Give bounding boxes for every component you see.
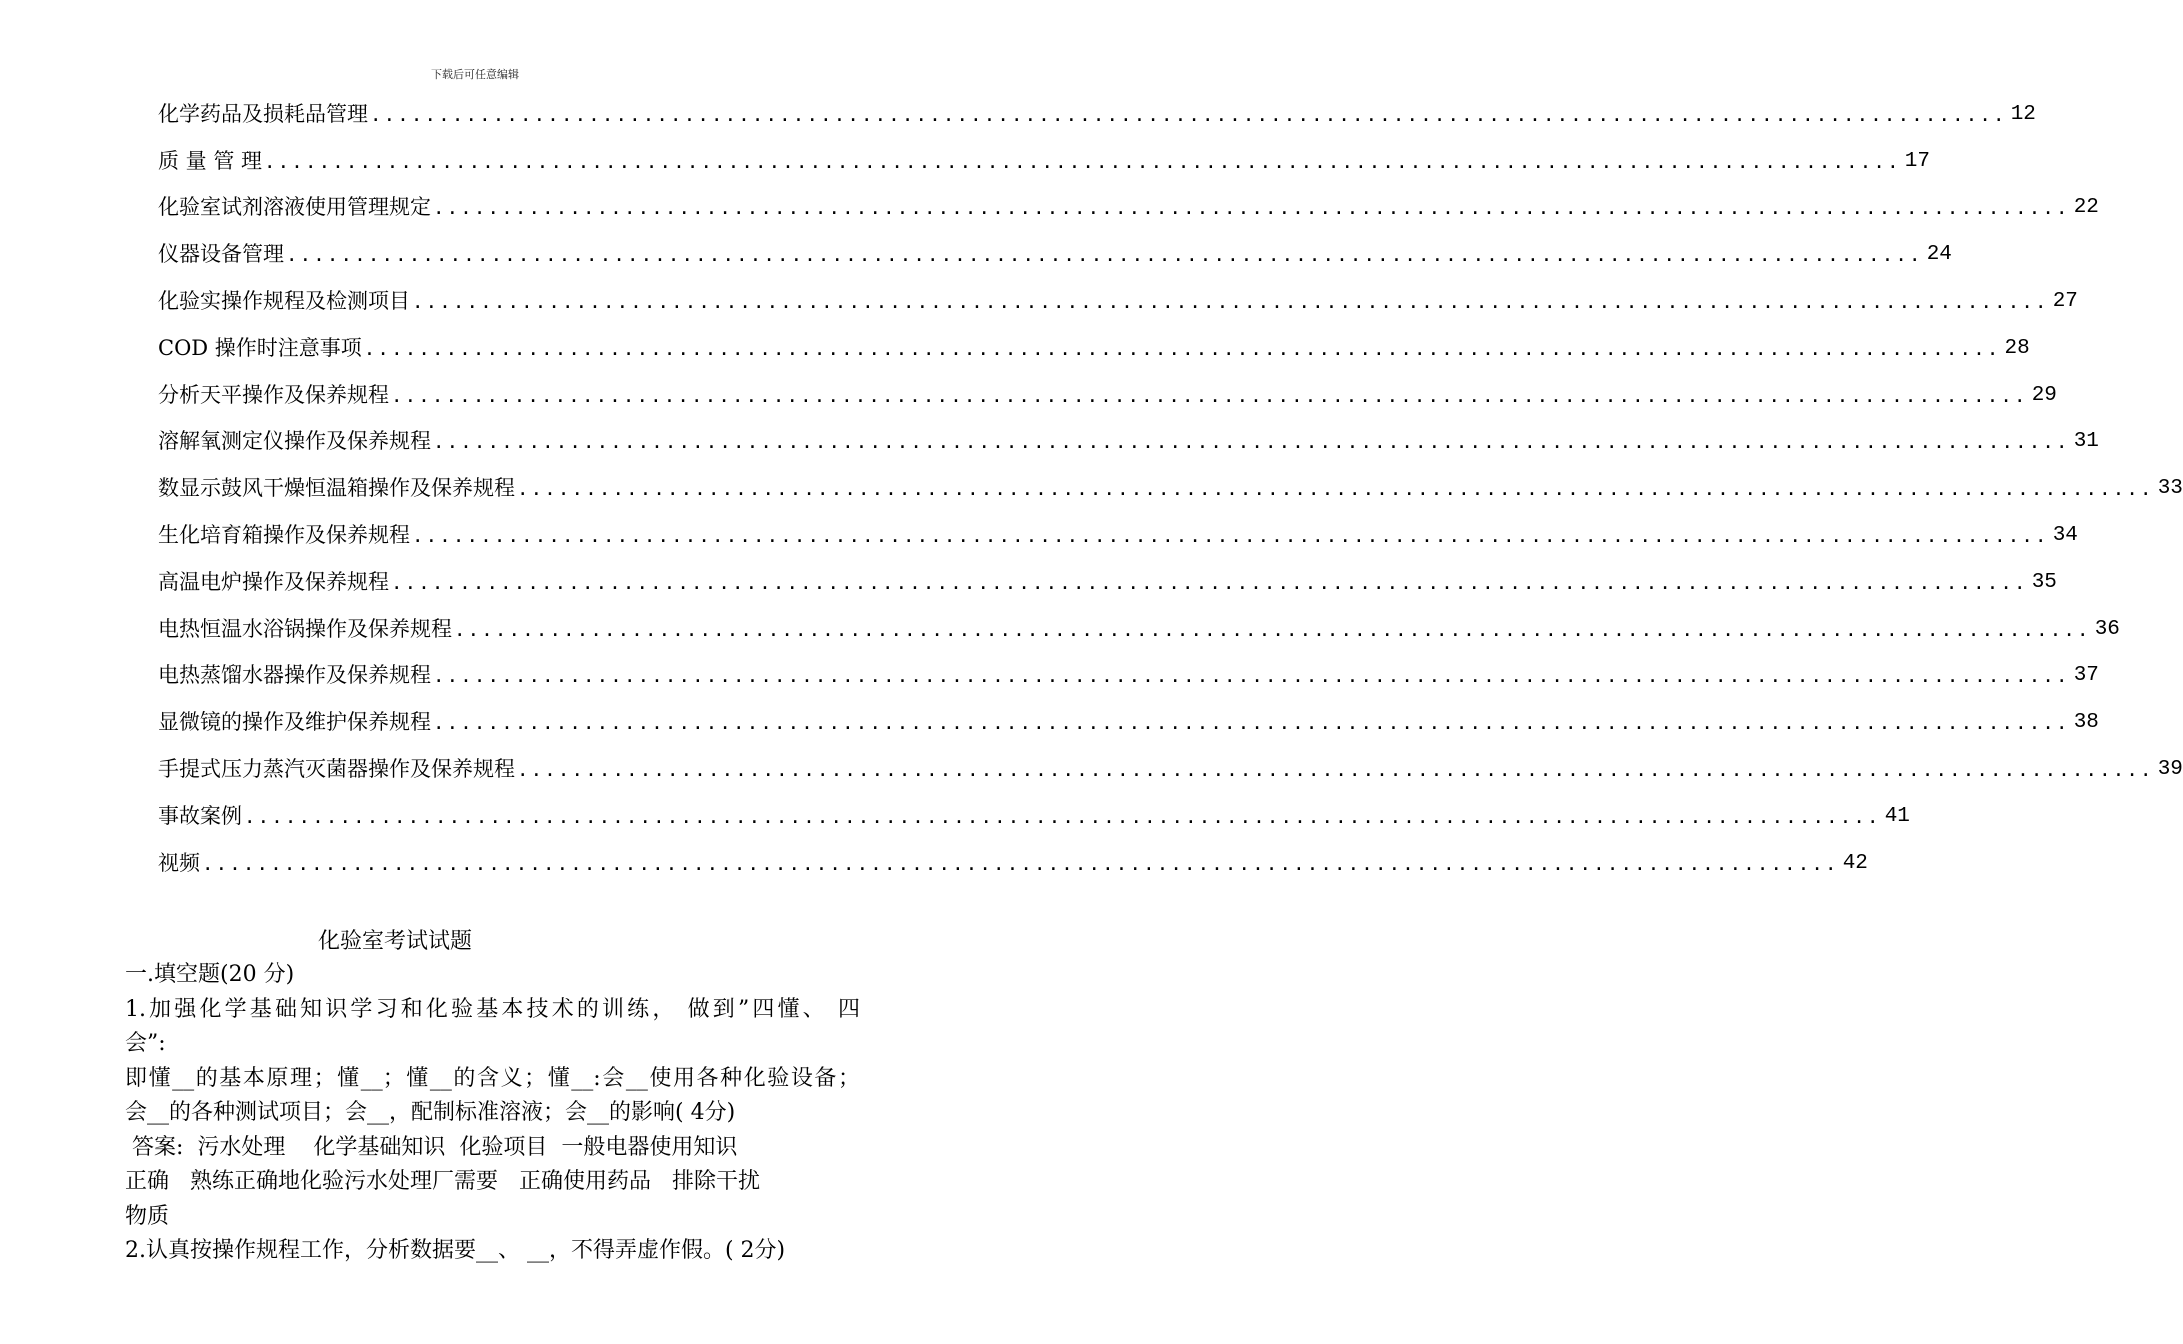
toc-entry-page: 24 (1926, 243, 1952, 267)
toc-leader-dots: ........................................................................................................................ (433, 712, 2070, 735)
toc-entry[interactable] (158, 129, 1930, 176)
toc-leader-dots: ........................................................................................................................ (370, 103, 2007, 126)
toc-entry[interactable] (158, 82, 2036, 129)
toc-entry-page: 33 (2157, 477, 2183, 501)
toc-entry[interactable] (158, 644, 2099, 691)
toc-entry-page: 12 (2010, 102, 2036, 126)
toc-entry-title: 溶解氧测定仪操作及保养规程 (158, 429, 431, 454)
toc-entry-title: 数显示鼓风干燥恒温箱操作及保养规程 (158, 476, 515, 501)
toc-entry[interactable] (158, 550, 2057, 597)
toc-entry[interactable] (158, 316, 2030, 363)
toc-entry-title: COD 操作时注意事项 (158, 335, 362, 360)
answer-line-3: 物质 (125, 1203, 170, 1229)
toc-entry-page: 41 (1884, 804, 1910, 828)
toc-entry[interactable] (158, 363, 2057, 410)
toc-entry-title: 化验室试剂溶液使用管理规定 (158, 195, 431, 220)
toc-entry[interactable] (158, 269, 2078, 316)
toc-entry-title: 高温电炉操作及保养规程 (158, 569, 389, 594)
question-1-line-3: 即懂__的基本原理；懂__；懂__的含义；懂__:会__使用各种化验设备； (125, 1065, 860, 1091)
toc-entry-page: 31 (2073, 430, 2099, 454)
toc-entry[interactable] (158, 597, 2120, 644)
toc-leader-dots: ........................................................................................................................ (363, 337, 2001, 360)
toc-entry[interactable] (158, 503, 2078, 550)
toc-leader-dots: ........................................................................................................................ (412, 290, 2049, 313)
toc-leader-dots: ........................................................................................................................ (391, 571, 2028, 594)
toc-leader-dots: ........................................................................................................................ (244, 805, 1881, 828)
toc-entry-page: 22 (2073, 196, 2099, 220)
toc-entry-page: 42 (1842, 851, 1868, 875)
toc-entry[interactable] (158, 456, 2183, 503)
toc-leader-dots: ........................................................................................................................ (433, 665, 2070, 688)
toc-leader-dots: ........................................................................................................................ (433, 197, 2070, 220)
toc-leader-dots: ........................................................................................................................ (202, 852, 1839, 875)
toc-entry-page: 17 (1904, 149, 1930, 173)
toc-entry-title: 事故案例 (158, 803, 242, 828)
toc-entry[interactable] (158, 784, 1910, 831)
toc-leader-dots: ........................................................................................................................ (517, 478, 2154, 501)
toc-entry-page: 36 (2094, 617, 2120, 641)
toc-entry-title: 化学药品及损耗品管理 (158, 101, 368, 126)
toc-entry-title: 质 量 管 理 (158, 148, 263, 173)
question-1-line-4: 会__的各种测试项目；会__，配制标准溶液；会__的影响( 4分) (125, 1100, 736, 1125)
question-1-line-1: 1.加强化学基础知识学习和化验基本技术的训练， 做到”四懂、 四 (125, 996, 860, 1022)
toc-entry-page: 35 (2031, 570, 2057, 594)
section-heading: 一.填空题(20 分) (125, 962, 295, 987)
exam-title: 化验室考试试题 (317, 929, 472, 954)
toc-leader-dots: ........................................................................................................................ (454, 618, 2091, 641)
toc-leader-dots: ........................................................................................................................ (412, 524, 2049, 547)
toc-leader-dots: ........................................................................................................................ (286, 244, 1923, 267)
question-2-line-1: 2.认真按操作规程工作，分析数据要__、 __，不得弄虚作假。( 2分) (125, 1238, 786, 1263)
toc-leader-dots: ........................................................................................................................ (517, 758, 2154, 781)
toc-entry[interactable] (158, 410, 2099, 457)
question-1-line-2: 会”: (125, 1031, 166, 1056)
toc-entry-title: 显微镜的操作及维护保养规程 (158, 710, 431, 735)
toc-entry-title: 分析天平操作及保养规程 (158, 382, 389, 407)
toc-entry[interactable] (158, 831, 1868, 878)
toc-entry[interactable] (158, 690, 2099, 737)
toc-entry-page: 38 (2073, 711, 2099, 735)
toc-entry-title: 生化培育箱操作及保养规程 (158, 522, 410, 547)
toc-entry-page: 37 (2073, 664, 2099, 688)
toc-leader-dots: ........................................................................................................................ (391, 384, 2028, 407)
toc-entry-title: 视频 (158, 850, 200, 875)
toc-entry-page: 28 (2004, 336, 2030, 360)
toc-entry-title: 化验实操作规程及检测项目 (158, 288, 410, 313)
answer-line-2: 正确 熟练正确地化验污水处理厂需要 正确使用药品 排除干扰 (125, 1169, 760, 1194)
toc-leader-dots: ........................................................................................................................ (264, 150, 1901, 173)
toc-entry[interactable] (158, 222, 1952, 269)
table-of-contents (158, 82, 2183, 878)
toc-leader-dots: ........................................................................................................................ (433, 431, 2070, 454)
toc-entry-title: 手提式压力蒸汽灭菌器操作及保养规程 (158, 756, 515, 781)
toc-entry-page: 39 (2157, 757, 2183, 781)
exam-body (125, 958, 860, 1269)
toc-entry[interactable] (158, 737, 2183, 784)
toc-entry-title: 电热蒸馏水器操作及保养规程 (158, 663, 431, 688)
toc-entry-title: 仪器设备管理 (158, 242, 284, 267)
toc-entry-page: 27 (2052, 289, 2078, 313)
toc-entry-page: 29 (2031, 383, 2057, 407)
toc-entry[interactable] (158, 176, 2099, 223)
answer-line-1: 答案: 污水处理 化学基础知识 化验项目 一般电器使用知识 (125, 1134, 738, 1160)
page-header: 下载后可任意编辑 (431, 68, 519, 81)
toc-entry-page: 34 (2052, 523, 2078, 547)
toc-entry-title: 电热恒温水浴锅操作及保养规程 (158, 616, 452, 641)
